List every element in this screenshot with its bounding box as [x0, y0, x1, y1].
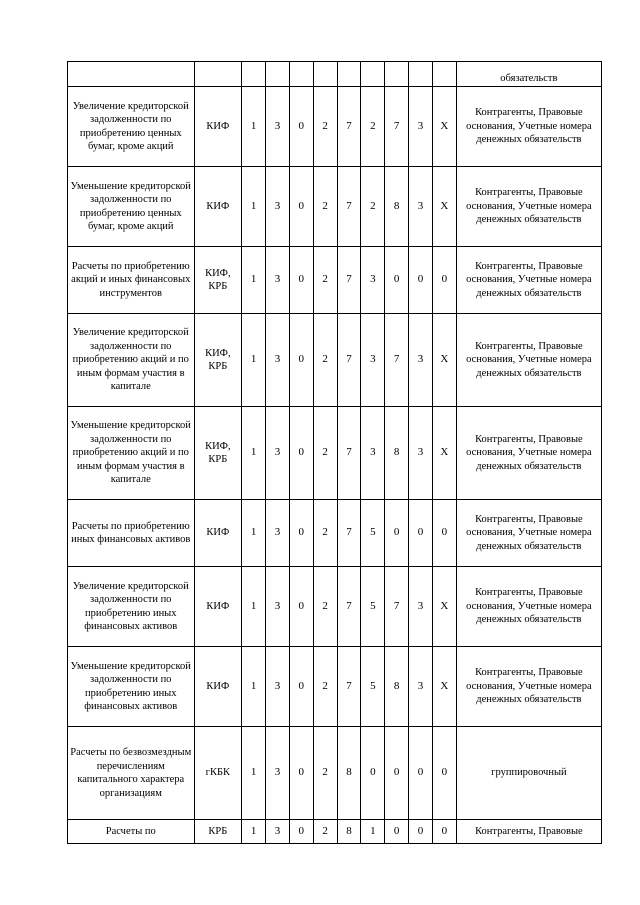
code-digit-cell: X: [432, 407, 456, 500]
code-digit-cell: 3: [409, 314, 433, 407]
account-name-cell: Расчеты по приобретению иных финансовых активов: [68, 500, 195, 567]
code-digit-cell: 2: [313, 247, 337, 314]
code-digit-cell: 3: [409, 167, 433, 247]
code-digit-cell: 3: [409, 567, 433, 647]
table-body: [68, 62, 602, 844]
table-row: [68, 500, 602, 567]
code-digit-cell: 2: [313, 167, 337, 247]
code-digit-cell: 8: [337, 820, 361, 844]
code-digit-cell: 1: [242, 727, 266, 820]
code-digit-cell: 2: [313, 500, 337, 567]
code-digit-cell: 2: [361, 167, 385, 247]
code-digit-cell: X: [432, 167, 456, 247]
code-digit-cell: 0: [432, 247, 456, 314]
code-digit-cell: 0: [289, 87, 313, 167]
code-digit-cell: 8: [385, 167, 409, 247]
account-name-cell: Увеличение кредиторской задолженности по приобретению ценных бумаг, кроме акций: [68, 87, 195, 167]
code-digit-cell: 3: [409, 87, 433, 167]
table-row: [68, 62, 602, 87]
analytics-cell: Контрагенты, Правовые основания, Учетные номера денежных обязательств: [456, 314, 601, 407]
code-digit-cell: [242, 62, 266, 87]
code-digit-cell: 1: [242, 500, 266, 567]
code-digit-cell: 1: [361, 820, 385, 844]
code-digit-cell: [385, 62, 409, 87]
analytics-cell: Контрагенты, Правовые основания, Учетные номера денежных обязательств: [456, 567, 601, 647]
code-digit-cell: 7: [337, 314, 361, 407]
code-digit-cell: 7: [337, 167, 361, 247]
code-digit-cell: 2: [361, 87, 385, 167]
code-digit-cell: 0: [432, 500, 456, 567]
code-digit-cell: 7: [337, 567, 361, 647]
code-digit-cell: 0: [409, 247, 433, 314]
analytics-cell: Контрагенты, Правовые основания, Учетные номера денежных обязательств: [456, 407, 601, 500]
code-digit-cell: X: [432, 87, 456, 167]
code-digit-cell: 0: [289, 247, 313, 314]
code-digit-cell: 2: [313, 820, 337, 844]
code-digit-cell: 0: [289, 314, 313, 407]
table-row: [68, 247, 602, 314]
account-name-cell: Увеличение кредиторской задолженности по приобретению иных финансовых активов: [68, 567, 195, 647]
code-digit-cell: 0: [385, 820, 409, 844]
code-digit-cell: [337, 62, 361, 87]
code-digit-cell: 2: [313, 407, 337, 500]
code-digit-cell: 3: [266, 314, 290, 407]
code-digit-cell: 8: [385, 407, 409, 500]
code-digit-cell: X: [432, 567, 456, 647]
code-digit-cell: 2: [313, 567, 337, 647]
code-digit-cell: 3: [266, 727, 290, 820]
code-digit-cell: 1: [242, 167, 266, 247]
code-digit-cell: 7: [337, 647, 361, 727]
code-digit-cell: 0: [409, 500, 433, 567]
kbk-cell: КИФ: [194, 647, 242, 727]
code-digit-cell: 3: [409, 407, 433, 500]
code-digit-cell: 1: [242, 567, 266, 647]
code-digit-cell: 7: [337, 407, 361, 500]
code-digit-cell: 3: [266, 647, 290, 727]
kbk-cell: КИФ, КРБ: [194, 314, 242, 407]
analytics-cell: Контрагенты, Правовые основания, Учетные номера денежных обязательств: [456, 500, 601, 567]
code-digit-cell: 1: [242, 247, 266, 314]
account-name-cell: Расчеты по безвозмездным перечислениям капитального характера организациям: [68, 727, 195, 820]
code-digit-cell: 1: [242, 647, 266, 727]
code-digit-cell: 1: [242, 407, 266, 500]
code-digit-cell: 2: [313, 647, 337, 727]
code-digit-cell: 1: [242, 314, 266, 407]
code-digit-cell: 0: [409, 727, 433, 820]
table-row: [68, 167, 602, 247]
code-digit-cell: 3: [266, 500, 290, 567]
code-digit-cell: [409, 62, 433, 87]
code-digit-cell: 3: [266, 820, 290, 844]
code-digit-cell: 7: [337, 247, 361, 314]
code-digit-cell: [313, 62, 337, 87]
analytics-cell: Контрагенты, Правовые основания, Учетные номера денежных обязательств: [456, 647, 601, 727]
analytics-cell: обязательств: [456, 62, 601, 87]
code-digit-cell: [432, 62, 456, 87]
code-digit-cell: 2: [313, 314, 337, 407]
account-name-cell: [68, 62, 195, 87]
account-name-cell: Расчеты по приобретению акций и иных финансовых инструментов: [68, 247, 195, 314]
code-digit-cell: 8: [385, 647, 409, 727]
table-row: [68, 314, 602, 407]
code-digit-cell: 0: [385, 500, 409, 567]
code-digit-cell: 3: [266, 87, 290, 167]
account-name-cell: Уменьшение кредиторской задолженности по приобретению иных финансовых активов: [68, 647, 195, 727]
account-name-cell: Уменьшение кредиторской задолженности по приобретению ценных бумаг, кроме акций: [68, 167, 195, 247]
code-digit-cell: 2: [313, 87, 337, 167]
analytics-cell: группировочный: [456, 727, 601, 820]
code-digit-cell: X: [432, 314, 456, 407]
code-digit-cell: 0: [289, 820, 313, 844]
account-name-cell: Уменьшение кредиторской задолженности по приобретению акций и по иным формам участия в капитале: [68, 407, 195, 500]
code-digit-cell: 7: [337, 87, 361, 167]
code-digit-cell: 5: [361, 647, 385, 727]
table-row: [68, 727, 602, 820]
code-digit-cell: 7: [337, 500, 361, 567]
code-digit-cell: 0: [432, 727, 456, 820]
kbk-cell: КИФ: [194, 87, 242, 167]
account-codes-table: [67, 61, 602, 844]
kbk-cell: КИФ, КРБ: [194, 407, 242, 500]
code-digit-cell: 3: [266, 167, 290, 247]
kbk-cell: КИФ: [194, 567, 242, 647]
table-row: [68, 407, 602, 500]
kbk-cell: [194, 62, 242, 87]
code-digit-cell: 8: [337, 727, 361, 820]
code-digit-cell: 3: [266, 247, 290, 314]
account-name-cell: Расчеты по: [68, 820, 195, 844]
code-digit-cell: [266, 62, 290, 87]
code-digit-cell: 0: [409, 820, 433, 844]
table-row: [68, 820, 602, 844]
analytics-cell: Контрагенты, Правовые: [456, 820, 601, 844]
code-digit-cell: 0: [385, 247, 409, 314]
code-digit-cell: 3: [361, 407, 385, 500]
code-digit-cell: 7: [385, 87, 409, 167]
account-name-cell: Увеличение кредиторской задолженности по приобретению акций и по иным формам участия в капитале: [68, 314, 195, 407]
kbk-cell: КИФ: [194, 500, 242, 567]
code-digit-cell: 0: [385, 727, 409, 820]
code-digit-cell: 3: [361, 314, 385, 407]
code-digit-cell: 1: [242, 87, 266, 167]
code-digit-cell: 7: [385, 314, 409, 407]
kbk-cell: гКБК: [194, 727, 242, 820]
code-digit-cell: 0: [289, 167, 313, 247]
code-digit-cell: 3: [266, 567, 290, 647]
kbk-cell: КИФ, КРБ: [194, 247, 242, 314]
table-row: [68, 647, 602, 727]
code-digit-cell: 5: [361, 567, 385, 647]
kbk-cell: КИФ: [194, 167, 242, 247]
analytics-cell: Контрагенты, Правовые основания, Учетные номера денежных обязательств: [456, 87, 601, 167]
table-row: [68, 87, 602, 167]
code-digit-cell: 2: [313, 727, 337, 820]
code-digit-cell: 0: [289, 727, 313, 820]
code-digit-cell: 3: [266, 407, 290, 500]
analytics-cell: Контрагенты, Правовые основания, Учетные номера денежных обязательств: [456, 247, 601, 314]
code-digit-cell: X: [432, 647, 456, 727]
code-digit-cell: 0: [289, 407, 313, 500]
code-digit-cell: 3: [361, 247, 385, 314]
code-digit-cell: 5: [361, 500, 385, 567]
code-digit-cell: 0: [289, 647, 313, 727]
code-digit-cell: 7: [385, 567, 409, 647]
code-digit-cell: 0: [361, 727, 385, 820]
code-digit-cell: 3: [409, 647, 433, 727]
code-digit-cell: [361, 62, 385, 87]
kbk-cell: КРБ: [194, 820, 242, 844]
code-digit-cell: 0: [432, 820, 456, 844]
code-digit-cell: 0: [289, 500, 313, 567]
code-digit-cell: 1: [242, 820, 266, 844]
analytics-cell: Контрагенты, Правовые основания, Учетные номера денежных обязательств: [456, 167, 601, 247]
code-digit-cell: [289, 62, 313, 87]
code-digit-cell: 0: [289, 567, 313, 647]
table-row: [68, 567, 602, 647]
